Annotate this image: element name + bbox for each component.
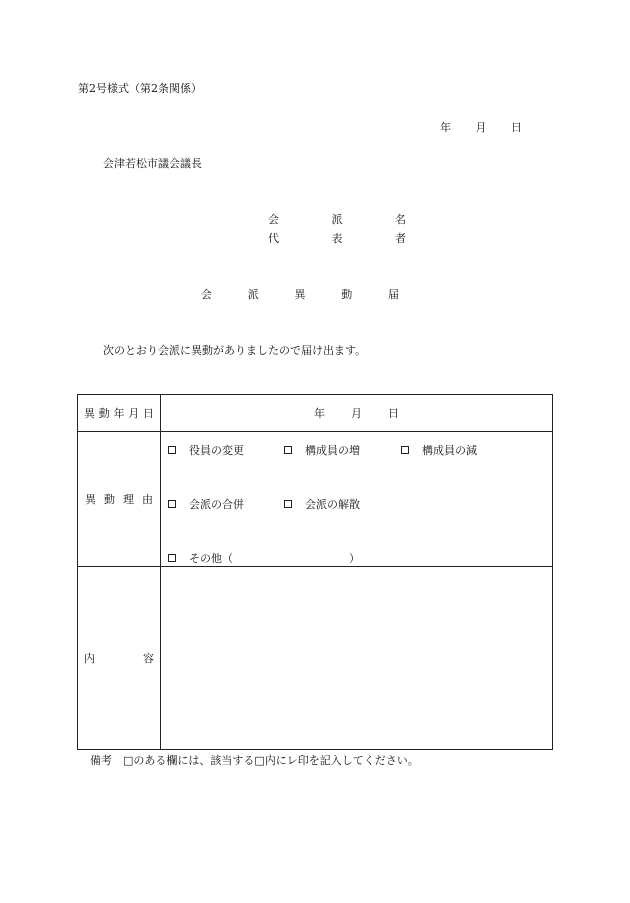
title-char: 派 bbox=[247, 288, 259, 301]
reason-dissolution[interactable] bbox=[284, 496, 360, 512]
date-header bbox=[440, 119, 522, 135]
date-header-year: 年 bbox=[440, 121, 451, 134]
reason-other-open: その他（ bbox=[189, 552, 233, 565]
content-label-char: 内 bbox=[84, 652, 95, 665]
content-label-cell bbox=[78, 567, 161, 750]
content-row bbox=[78, 567, 553, 750]
note-text: 備考 □のある欄には、該当する□内にレ印を記入してください。 bbox=[90, 754, 419, 767]
reason-label-char: 動 bbox=[104, 493, 115, 506]
checkbox-icon[interactable] bbox=[284, 500, 292, 508]
date-value-year: 年 bbox=[314, 407, 325, 420]
sender-line1-char: 名 bbox=[395, 213, 406, 226]
change-form-table bbox=[77, 394, 553, 750]
checkbox-icon[interactable] bbox=[168, 446, 176, 454]
sender-faction-name bbox=[268, 211, 406, 227]
reason-member-increase-label: 構成員の増 bbox=[305, 444, 360, 457]
reason-merger-label: 会派の合併 bbox=[189, 498, 244, 511]
reason-officer-change-label: 役員の変更 bbox=[189, 444, 244, 457]
reason-merger[interactable] bbox=[168, 496, 244, 512]
date-value-cell[interactable] bbox=[161, 395, 553, 432]
reason-label-cell bbox=[78, 432, 161, 567]
checkbox-icon[interactable] bbox=[401, 446, 409, 454]
date-header-month: 月 bbox=[475, 121, 487, 134]
title-char: 会 bbox=[201, 288, 212, 301]
sender-line1-char: 派 bbox=[331, 213, 343, 226]
sender-line2-char: 代 bbox=[268, 232, 279, 245]
date-label-cell bbox=[78, 395, 161, 432]
content-label-char: 容 bbox=[143, 652, 154, 665]
reason-label-char: 異 bbox=[85, 493, 96, 506]
reason-other-close: ） bbox=[349, 552, 360, 565]
date-label-char: 年 bbox=[113, 407, 125, 420]
sender-line2-char: 者 bbox=[395, 232, 406, 245]
reason-member-decrease-label: 構成員の減 bbox=[422, 444, 477, 457]
reason-options-cell bbox=[161, 432, 553, 567]
reason-officer-change[interactable] bbox=[168, 442, 244, 458]
reason-dissolution-label: 会派の解散 bbox=[305, 498, 360, 511]
date-value-day: 日 bbox=[388, 407, 399, 420]
date-label-char: 異 bbox=[84, 407, 95, 420]
intro-text: 次のとおり会派に異動がありましたので届け出ます。 bbox=[103, 344, 367, 357]
sender-line2-char: 表 bbox=[331, 232, 343, 245]
date-row bbox=[78, 395, 553, 432]
title-char: 届 bbox=[388, 288, 399, 301]
date-label-char: 動 bbox=[98, 407, 110, 420]
sender-representative bbox=[268, 230, 406, 246]
date-label-char: 月 bbox=[128, 407, 140, 420]
reason-member-decrease[interactable] bbox=[401, 442, 477, 458]
date-value-month: 月 bbox=[351, 407, 362, 420]
reason-row bbox=[78, 432, 553, 567]
form-number: 第2号様式（第2条関係） bbox=[78, 82, 202, 95]
reason-label-char: 理 bbox=[123, 493, 134, 506]
document-title bbox=[201, 286, 399, 302]
checkbox-icon[interactable] bbox=[168, 500, 176, 508]
checkbox-icon[interactable] bbox=[284, 446, 292, 454]
title-char: 異 bbox=[294, 288, 306, 301]
reason-other[interactable] bbox=[168, 550, 360, 566]
checkbox-icon[interactable] bbox=[168, 554, 176, 562]
content-value-cell[interactable] bbox=[161, 567, 553, 750]
date-header-day: 日 bbox=[511, 121, 522, 134]
reason-member-increase[interactable] bbox=[284, 442, 360, 458]
reason-label-char: 由 bbox=[142, 493, 153, 506]
addressee: 会津若松市議会議長 bbox=[103, 157, 202, 170]
date-label-char: 日 bbox=[143, 407, 154, 420]
sender-line1-char: 会 bbox=[268, 213, 279, 226]
title-char: 動 bbox=[341, 288, 353, 301]
